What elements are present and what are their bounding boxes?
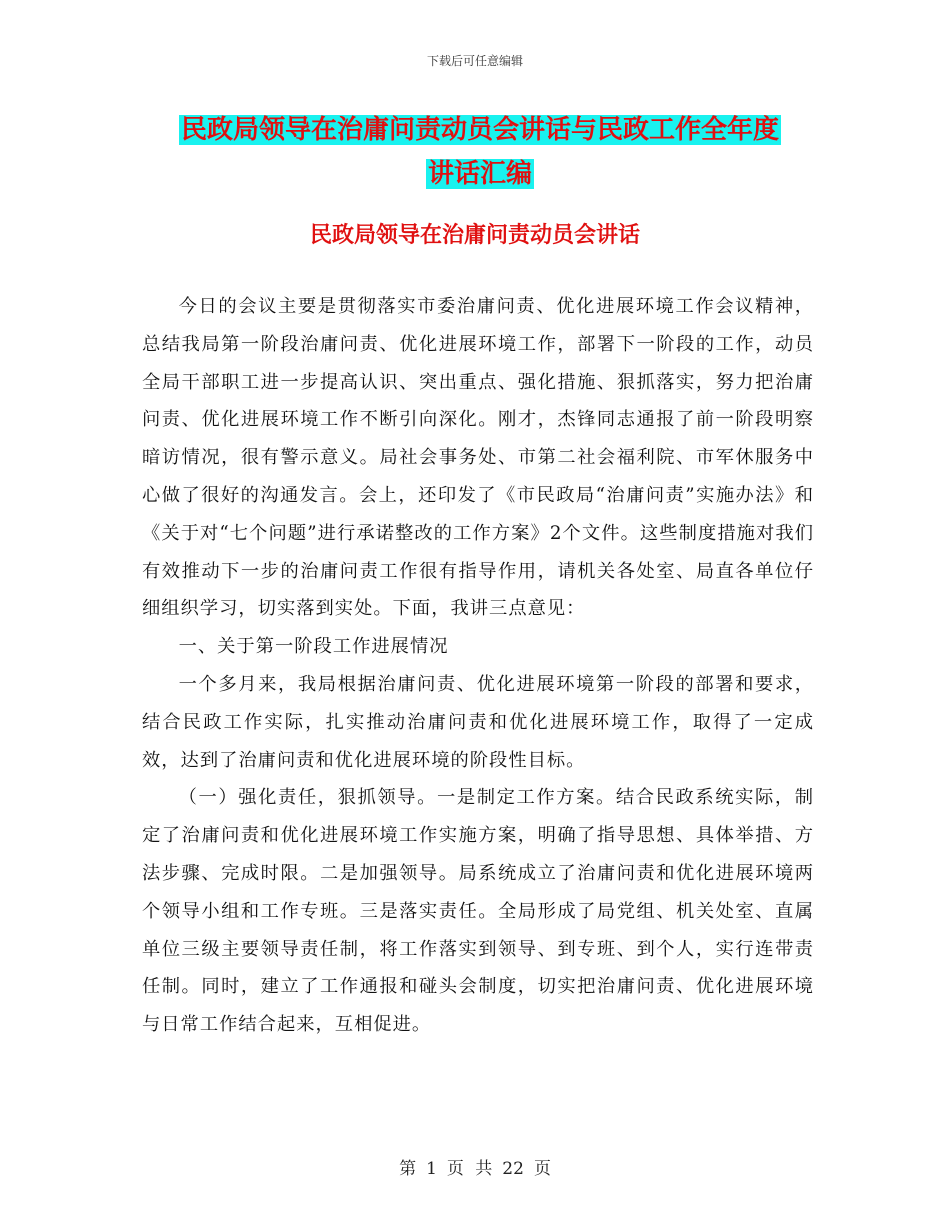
footer-mid: 页 共 [446,1159,493,1179]
paragraph: 一个多月来，我局根据治庸问责、优化进展环境第一阶段的部署和要求，结合民政工作实际，扎实推动治庸问责和优化进展环境工作，取得了一定成效，达到了治庸问责和优化进展环境的阶段性目标。 [142,673,814,771]
section-title: 民政局领导在治庸问责动员会讲话 [309,222,640,248]
footer-prefix: 第 [399,1159,417,1179]
page-total: 22 [502,1159,524,1179]
document-title [140,108,820,196]
title-line-2: 讲话汇编 [427,159,532,189]
page-footer [0,1154,950,1179]
footer-suffix: 页 [533,1159,551,1179]
paragraph: （一）强化责任，狠抓领导。一是制定工作方案。结合民政系统实际，制定了治庸问责和优化进展环境工作实施方案，明确了指导思想、具体举措、方法步骤、完成时限。二是加强领导。局系统成立了治庸问责和优化进展环境两个领导小组和工作专班。三是落实责任。全局形成了局党组、机关处室、直属单位三级主要领导责任制，将工作落实到领导、到专班、到个人，实行连带责任制。同时，建立了工作通报和碰头会制度，切实把治庸问责、优化进展环境与日常工作结合起来，互相促进。 [142,787,814,1036]
page-number: 1 [426,1159,437,1179]
paragraph-heading: 一、关于第一阶段工作进展情况 [178,636,449,658]
paragraph: 今日的会议主要是贯彻落实市委治庸问责、优化进展环境工作会议精神，总结我局第一阶段治庸问责、优化进展环境工作，部署下一阶段的工作，动员全局干部职工进一步提高认识、突出重点、强化措施、狠抓落实，努力把治庸问责、优化进展环境工作不断引向深化。刚才，杰锋同志通报了前一阶段明察暗访情况，很有警示意义。局社会事务处、市第二社会福利院、市军休服务中心做了很好的沟通发言。会上，还印发了《市民政局“治庸问责”实施办法》和《关于对“七个问题”进行承诺整改的工作方案》2个文件。这些制度措施对我们有效推动下一步的治庸问责工作很有指导作用，请机关各处室、局直各单位仔细组织学习，切实落到实处。下面，我讲三点意见： [142,296,814,620]
title-line-1: 民政局领导在治庸问责动员会讲话与民政工作全年度 [180,115,779,145]
page-header: 下载后可任意编辑 [426,54,523,68]
document-body [142,288,814,1044]
